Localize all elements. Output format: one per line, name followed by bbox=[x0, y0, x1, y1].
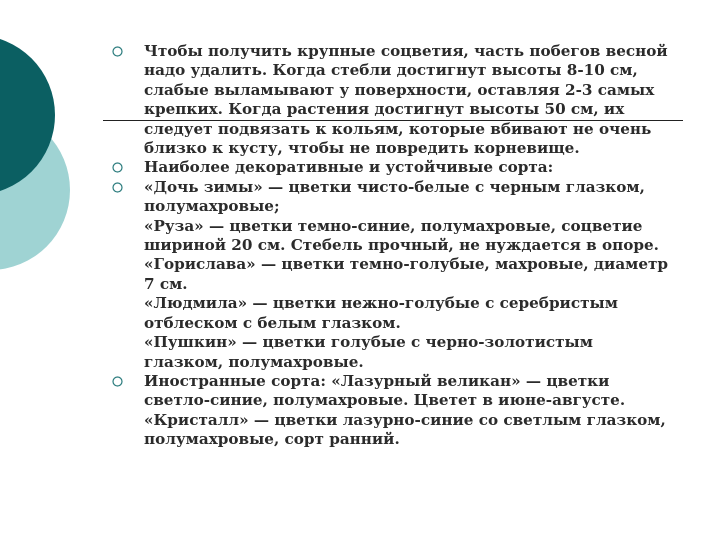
text-line: «Руза» — цветки темно-синие, полумахровые, соцветие bbox=[144, 216, 643, 235]
text-line: «Людмила» — цветки нежно-голубые с серебристым bbox=[144, 294, 618, 313]
text-line: Иностранные сорта: «Лазурный великан» — цветки bbox=[144, 371, 610, 390]
text-line: «Кристалл» — цветки лазурно-синие со светлым глазком, bbox=[144, 410, 666, 429]
hollow-circle-icon bbox=[112, 46, 123, 57]
text-line: Наиболее декоративные и устойчивые сорта: bbox=[144, 158, 554, 177]
text-line: «Дочь зимы» — цветки чисто-белые с черным глазком, bbox=[144, 177, 645, 196]
text-line: крепких. Когда растения достигнут высоты 50 см, их bbox=[144, 100, 625, 119]
text-line: полумахровые; bbox=[144, 197, 280, 216]
text-line: надо удалить. Когда стебли достигнут высоты 8-10 см, bbox=[144, 61, 638, 80]
text-line: 7 см. bbox=[144, 274, 188, 293]
hollow-circle-icon bbox=[112, 162, 123, 173]
list-item-foreign-varieties bbox=[112, 372, 684, 450]
text-line: Чтобы получить крупные соцветия, часть побегов весной bbox=[144, 42, 668, 60]
text-line: «Горислава» — цветки темно-голубые, махровые, диаметр bbox=[144, 255, 669, 274]
text-line: глазком, полумахровые. bbox=[144, 352, 364, 371]
list-item-domestic-varieties bbox=[112, 178, 684, 372]
bullet-list bbox=[112, 42, 684, 450]
hollow-circle-icon bbox=[112, 376, 123, 387]
text-line: «Пушкин» — цветки голубые с черно-золотистым bbox=[144, 333, 593, 352]
text-line: следует подвязать к кольям, которые вбивают не очень bbox=[144, 119, 652, 138]
text-line: полумахровые, сорт ранний. bbox=[144, 430, 400, 449]
text-line: светло-синие, полумахровые. Цветет в июне-августе. bbox=[144, 391, 626, 410]
text-line: близко к кусту, чтобы не повредить корневище. bbox=[144, 139, 580, 158]
hollow-circle-icon bbox=[112, 182, 123, 193]
list-item-care bbox=[112, 42, 684, 158]
list-item-varieties-heading bbox=[112, 158, 684, 177]
decorative-circles bbox=[0, 0, 120, 300]
text-line: слабые выламывают у поверхности, оставляя 2-3 самых bbox=[144, 80, 655, 99]
text-line: отблеском с белым глазком. bbox=[144, 313, 401, 332]
text-line: шириной 20 см. Стебель прочный, не нуждается в опоре. bbox=[144, 236, 659, 255]
